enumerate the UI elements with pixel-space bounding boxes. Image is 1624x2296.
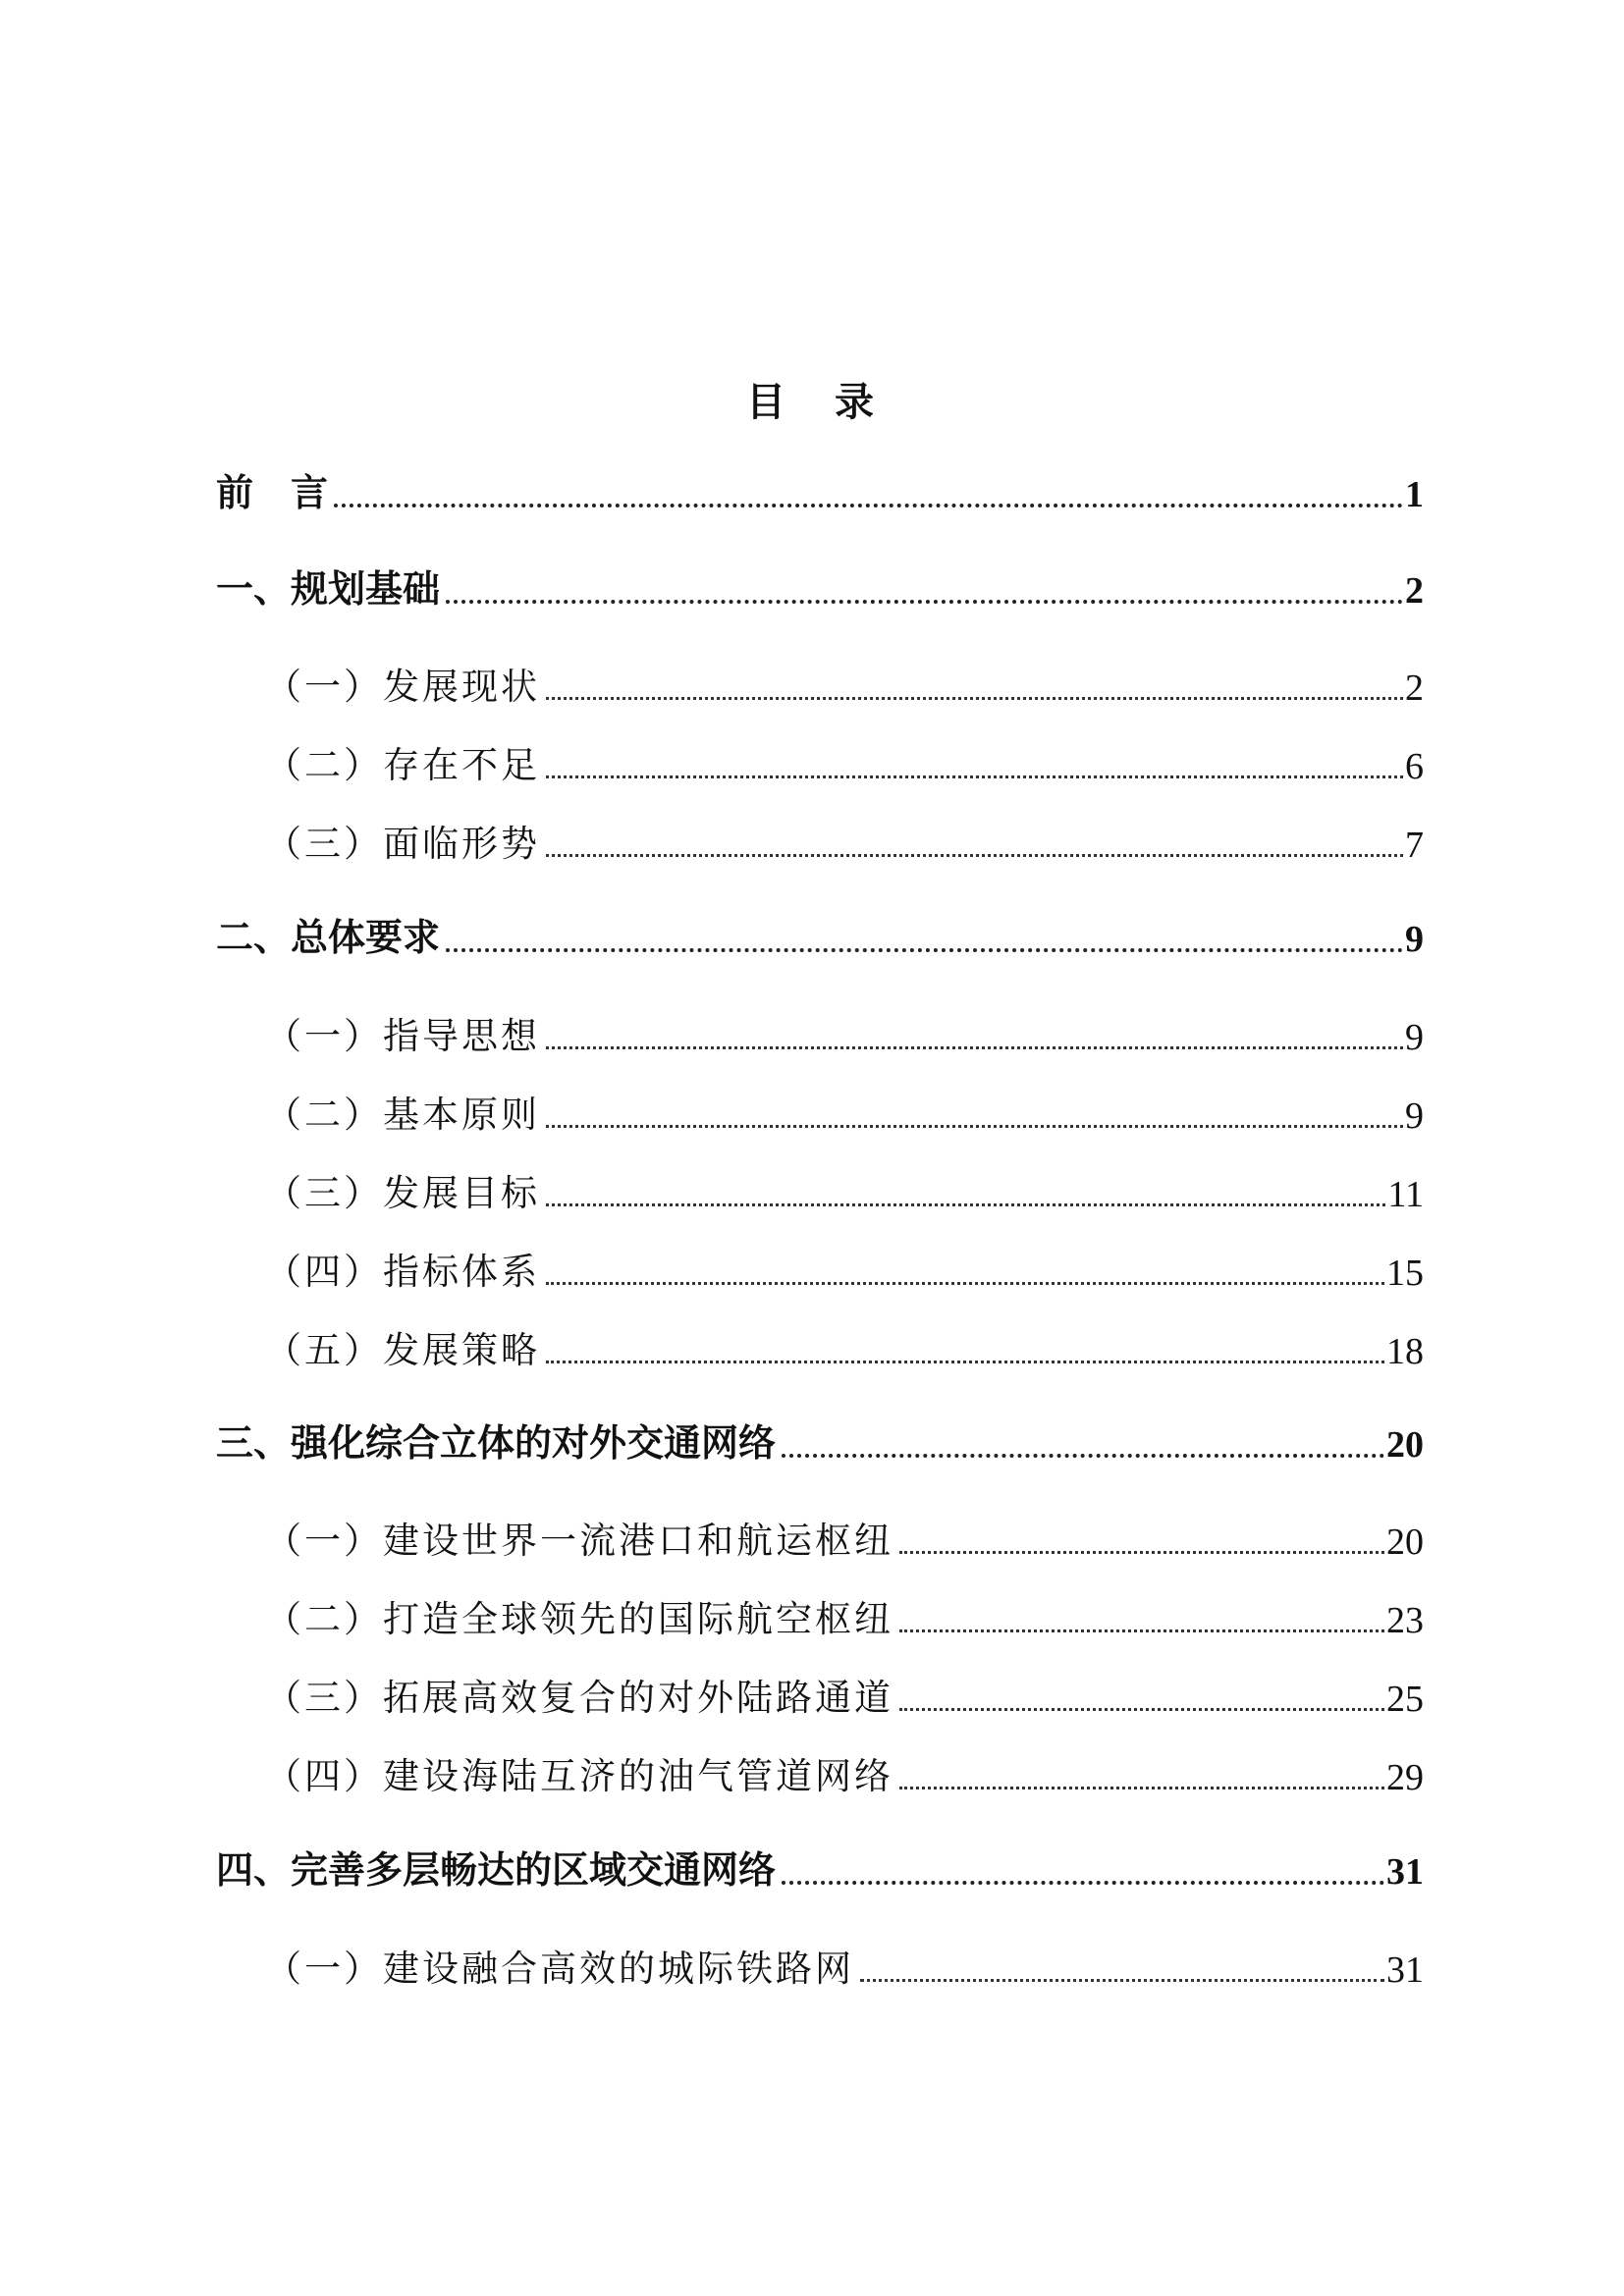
toc-entry-subsection[interactable] bbox=[265, 812, 1424, 867]
toc-entry-subsection[interactable] bbox=[265, 1744, 1424, 1799]
toc-leader-dots bbox=[899, 1547, 1384, 1554]
toc-entry-label: （三）发展目标 bbox=[265, 1172, 540, 1214]
toc-leader-dots bbox=[860, 1975, 1384, 1982]
toc-entry-label: （三）拓展高效复合的对外陆路通道 bbox=[265, 1677, 893, 1719]
toc-entry-label: （四）建设海陆互济的油气管道网络 bbox=[265, 1755, 893, 1797]
toc-title-char-2: 录 bbox=[835, 380, 878, 425]
toc-entry-label: 二、总体要求 bbox=[216, 916, 441, 959]
toc-entry-label: （一）指导思想 bbox=[265, 1015, 540, 1057]
toc-leader-dots bbox=[546, 693, 1403, 700]
toc-entry-label: （二）打造全球领先的国际航空枢纽 bbox=[265, 1598, 893, 1640]
toc-page-number: 29 bbox=[1386, 1757, 1424, 1798]
toc-entry-preface[interactable] bbox=[216, 461, 1424, 516]
toc-entry-label: （五）发展策略 bbox=[265, 1329, 540, 1371]
toc-entry-subsection[interactable] bbox=[265, 1083, 1424, 1138]
toc-page-number: 18 bbox=[1386, 1331, 1424, 1372]
toc-leader-dots bbox=[782, 1877, 1384, 1885]
toc-entry-section-2[interactable] bbox=[216, 906, 1424, 961]
toc-entry-label: （一）建设世界一流港口和航运枢纽 bbox=[265, 1520, 893, 1562]
toc-leader-dots bbox=[782, 1450, 1384, 1458]
toc-entry-subsection[interactable] bbox=[265, 1318, 1424, 1373]
toc-entry-subsection[interactable] bbox=[265, 1666, 1424, 1721]
toc-entry-label: （二）存在不足 bbox=[265, 744, 540, 786]
toc-leader-dots bbox=[446, 596, 1403, 604]
toc-leader-dots bbox=[899, 1783, 1384, 1789]
toc-leader-dots bbox=[546, 1042, 1403, 1049]
toc-page-number: 11 bbox=[1387, 1174, 1424, 1215]
toc-page-number: 9 bbox=[1405, 919, 1424, 960]
toc-page-number: 20 bbox=[1386, 1522, 1424, 1563]
toc-page-number: 9 bbox=[1405, 1017, 1424, 1058]
toc-leader-dots bbox=[446, 944, 1403, 952]
toc-page-number: 2 bbox=[1405, 667, 1424, 709]
toc-leader-dots bbox=[334, 500, 1403, 507]
toc-title bbox=[0, 371, 1624, 427]
toc-entry-label: （三）面临形势 bbox=[265, 823, 540, 865]
toc-entry-section-4[interactable] bbox=[216, 1839, 1424, 1894]
toc-leader-dots bbox=[546, 1278, 1384, 1285]
toc-entry-subsection[interactable] bbox=[265, 1161, 1424, 1216]
toc-leader-dots bbox=[546, 772, 1403, 778]
toc-page-number: 31 bbox=[1386, 1851, 1424, 1893]
toc-page-number: 7 bbox=[1405, 825, 1424, 866]
toc-entry-label: 前 言 bbox=[216, 471, 329, 514]
toc-entry-label: （一）发展现状 bbox=[265, 666, 540, 708]
toc-page-number: 20 bbox=[1386, 1424, 1424, 1466]
toc-leader-dots bbox=[546, 1357, 1384, 1363]
toc-leader-dots bbox=[546, 850, 1403, 857]
toc-page-number: 9 bbox=[1405, 1095, 1424, 1137]
toc-page-number: 31 bbox=[1386, 1949, 1424, 1991]
toc-entry-label: （一）建设融合高效的城际铁路网 bbox=[265, 1948, 854, 1990]
toc-leader-dots bbox=[546, 1121, 1403, 1128]
toc-entry-subsection[interactable] bbox=[265, 1240, 1424, 1295]
toc-page-number: 15 bbox=[1386, 1253, 1424, 1294]
toc-leader-dots bbox=[899, 1626, 1384, 1632]
toc-entry-label: 四、完善多层畅达的区域交通网络 bbox=[216, 1848, 777, 1892]
toc-leader-dots bbox=[546, 1200, 1385, 1206]
toc-page-number: 25 bbox=[1386, 1679, 1424, 1720]
toc-entry-section-3[interactable] bbox=[216, 1412, 1424, 1467]
toc-entry-label: 三、强化综合立体的对外交通网络 bbox=[216, 1421, 777, 1465]
toc-entry-label: （四）指标体系 bbox=[265, 1251, 540, 1293]
toc-entry-subsection[interactable] bbox=[265, 1587, 1424, 1642]
toc-entry-label: （二）基本原则 bbox=[265, 1094, 540, 1136]
toc-page-number: 1 bbox=[1405, 474, 1424, 515]
toc-entry-subsection[interactable] bbox=[265, 733, 1424, 788]
toc-entry-subsection[interactable] bbox=[265, 1509, 1424, 1564]
toc-entry-label: 一、规划基础 bbox=[216, 567, 441, 611]
toc-entry-subsection[interactable] bbox=[265, 1937, 1424, 1992]
toc-page-number: 2 bbox=[1405, 570, 1424, 612]
toc-page-number: 23 bbox=[1386, 1600, 1424, 1641]
toc-entry-subsection[interactable] bbox=[265, 655, 1424, 710]
toc-entry-subsection[interactable] bbox=[265, 1004, 1424, 1059]
toc-entry-section-1[interactable] bbox=[216, 558, 1424, 613]
toc-title-char-1: 目 bbox=[746, 380, 789, 425]
toc-page-number: 6 bbox=[1405, 746, 1424, 787]
toc-leader-dots bbox=[899, 1704, 1384, 1711]
